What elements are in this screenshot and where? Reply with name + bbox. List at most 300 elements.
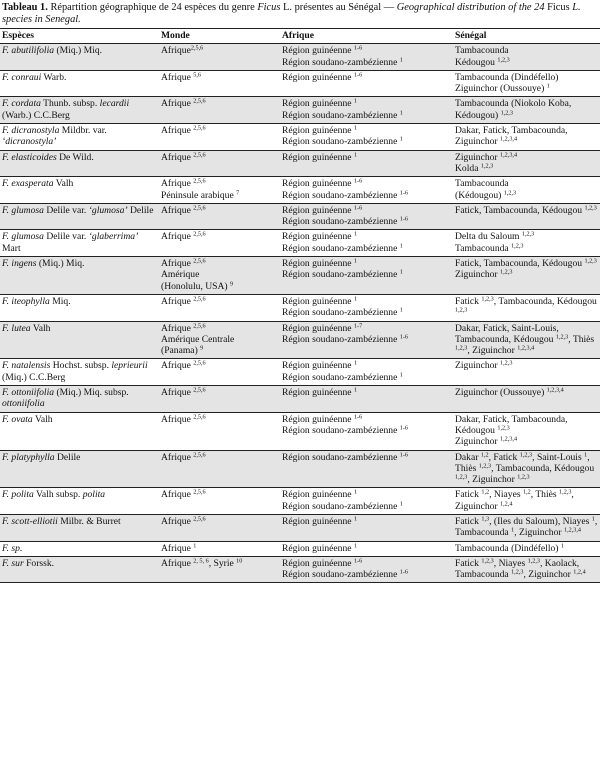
footnote-ref: 1,2,3,4 — [500, 435, 518, 443]
afrique-line — [282, 307, 451, 318]
italic-text: F. scott-elliotii — [2, 515, 58, 527]
text: , Tambacounda — [455, 515, 598, 539]
afrique-line — [282, 152, 451, 163]
distribution-table — [0, 28, 600, 583]
footnote-ref: 2,5,6 — [193, 515, 206, 523]
text: Région guinéenne — [282, 295, 354, 307]
text: Afrique — [161, 295, 194, 307]
footnote-ref: 1 — [353, 295, 358, 303]
footnote-ref: 1,2,3 — [497, 56, 510, 64]
cell-species — [0, 150, 159, 177]
footnote-ref: 1,2,3 — [480, 162, 494, 170]
text: Dakar — [455, 451, 481, 463]
table-row — [0, 177, 600, 204]
footnote-ref: 1,2,3 — [511, 568, 524, 576]
text: Delile — [54, 451, 81, 463]
footnote-ref: 2,5,6 — [193, 204, 206, 212]
cell-monde — [159, 488, 280, 515]
monde-line — [161, 72, 278, 83]
cell-senegal — [453, 412, 600, 450]
cell-senegal — [453, 257, 600, 295]
text: Fatick, Tambacounda, Kédougou — [455, 258, 585, 270]
cell-monde — [159, 386, 280, 413]
senegal-line — [455, 190, 598, 201]
footnote-ref: 1 — [353, 151, 358, 159]
footnote-ref: 1,2,3 — [555, 333, 569, 341]
senegal-line — [455, 489, 598, 512]
footnote-ref: 2,5,6 — [193, 98, 206, 106]
caption-en-post: L. species in Senegal. — [2, 2, 581, 26]
footnote-ref: 1,2,3,4 — [564, 526, 582, 534]
text: , Ziguinchor — [467, 474, 518, 486]
text: Région soudano-zambézienne — [282, 189, 400, 201]
text: , (Iles du Saloum), Niayes — [489, 515, 592, 527]
italic-text: leprieurii — [111, 360, 148, 372]
monde-line — [161, 269, 278, 280]
text: , Kaolack, Tambacounda — [455, 557, 580, 581]
text: Région soudano-zambézienne — [282, 242, 400, 254]
italic-text: F. ovata — [2, 413, 33, 425]
footnote-ref: 1,3 — [481, 515, 490, 523]
cell-senegal — [453, 44, 600, 71]
cell-afrique — [280, 44, 453, 71]
cell-species — [0, 556, 159, 583]
footnote-ref: 1 — [399, 135, 403, 143]
text: Afrique — [161, 451, 194, 463]
text: Tambacounda — [455, 45, 509, 57]
text: Afrique — [161, 98, 194, 110]
monde-line — [161, 178, 278, 189]
cell-senegal — [453, 150, 600, 177]
monde-line — [161, 152, 278, 163]
footnote-ref: 1 — [353, 98, 358, 106]
cell-senegal — [453, 203, 600, 230]
monde-line — [161, 334, 278, 345]
afrique-line — [282, 269, 451, 280]
cell-monde — [159, 230, 280, 257]
table-row — [0, 321, 600, 359]
senegal-line — [455, 178, 598, 189]
cell-monde — [159, 257, 280, 295]
senegal-line — [455, 296, 598, 319]
table-row — [0, 124, 600, 151]
cell-senegal — [453, 321, 600, 359]
cell-senegal — [453, 359, 600, 386]
footnote-ref: 1-6 — [353, 557, 363, 565]
text: Afrique — [161, 489, 194, 501]
italic-text: ‘glaberrima’ — [88, 231, 139, 243]
afrique-line — [282, 205, 451, 216]
footnote-ref: 2,5,6 — [193, 177, 206, 185]
text: Valh — [32, 413, 53, 425]
footnote-ref: 1,2,3 — [521, 231, 535, 239]
text: Afrique — [161, 322, 194, 334]
monde-line — [161, 558, 278, 569]
senegal-line — [455, 243, 598, 254]
cell-senegal — [453, 386, 600, 413]
monde-line — [161, 258, 278, 269]
senegal-line — [455, 72, 598, 83]
afrique-line — [282, 258, 451, 269]
monde-line — [161, 125, 278, 136]
text: Tambacounda — [455, 178, 509, 190]
footnote-ref: 1 — [399, 109, 403, 117]
footnote-ref: 1,2,3 — [527, 557, 540, 565]
text: (Miq.) Miq. — [54, 45, 103, 57]
text: Région guinéenne — [282, 413, 354, 425]
cell-monde — [159, 412, 280, 450]
footnote-ref: 7 — [236, 189, 240, 197]
text: Miq. — [49, 295, 71, 307]
text: Afrique — [161, 178, 194, 190]
table-row — [0, 488, 600, 515]
text: Ziguinchor (Oussouye) — [455, 83, 547, 95]
footnote-ref: 1 — [353, 515, 358, 523]
text: Delta du Saloum — [455, 231, 522, 243]
text: Région soudano-zambézienne — [282, 333, 400, 345]
cell-afrique — [280, 321, 453, 359]
text: , Thiès — [530, 489, 560, 501]
cell-senegal — [453, 230, 600, 257]
monde-line — [161, 516, 278, 527]
caption-fr-pre: Répartition géographique de 24 espèces du genre — [50, 2, 255, 13]
table-row — [0, 150, 600, 177]
footnote-ref: 1 — [353, 231, 358, 239]
table-row — [0, 44, 600, 71]
footnote-ref: 1 — [399, 500, 403, 508]
footnote-ref: 1,2,3 — [500, 360, 513, 368]
italic-text: ‘glumosa’ — [88, 204, 128, 216]
senegal-line — [455, 436, 598, 447]
footnote-ref: 2,5,6 — [193, 151, 206, 159]
footnote-ref: 1 — [511, 526, 515, 534]
italic-text: F. exasperata — [2, 178, 54, 190]
afrique-line — [282, 178, 451, 189]
text: Ziguinchor — [455, 151, 501, 163]
cell-species — [0, 177, 159, 204]
table-row — [0, 97, 600, 124]
cell-species — [0, 44, 159, 71]
italic-text: F. iteophylla — [2, 295, 50, 307]
afrique-line — [282, 569, 451, 580]
text: , Saint-Louis — [532, 451, 585, 463]
footnote-ref: 1,2,3 — [455, 344, 468, 352]
footnote-ref: 1,2,3 — [517, 473, 530, 481]
footnote-ref: 2,5,6 — [193, 386, 206, 394]
cell-species — [0, 321, 159, 359]
text: Région soudano-zambézienne — [282, 307, 400, 319]
afrique-line — [282, 45, 451, 56]
cell-senegal — [453, 97, 600, 124]
footnote-ref: 1-6 — [399, 333, 408, 341]
afrique-line — [282, 501, 451, 512]
afrique-line — [282, 425, 451, 436]
footnote-ref: 9 — [230, 280, 234, 288]
text: Ziguinchor — [455, 360, 501, 372]
caption-label: Tableau 1. — [2, 2, 48, 13]
afrique-line — [282, 372, 451, 383]
cell-afrique — [280, 556, 453, 583]
senegal-line — [455, 231, 598, 242]
table-row — [0, 556, 600, 583]
cell-afrique — [280, 359, 453, 386]
text: Région soudano-zambézienne — [282, 371, 400, 383]
footnote-ref: 1 — [353, 386, 358, 394]
text: Région soudano-zambézienne — [282, 500, 400, 512]
italic-text: F. ottoniifolia — [2, 387, 55, 399]
text: Delile — [127, 204, 154, 216]
italic-text: F. lutea — [2, 322, 31, 334]
cell-afrique — [280, 203, 453, 230]
text: Fatick — [455, 295, 482, 307]
text: , Syrie — [208, 557, 237, 569]
footnote-ref: 1 — [560, 542, 564, 550]
senegal-line — [455, 83, 598, 94]
footnote-ref: 1 — [399, 242, 403, 250]
monde-line — [161, 45, 278, 56]
text: Région guinéenne — [282, 231, 354, 243]
text: Région soudano-zambézienne — [282, 424, 400, 436]
italic-text: polita — [82, 489, 106, 501]
afrique-line — [282, 296, 451, 307]
italic-text: F. glumosa — [2, 204, 44, 216]
footnote-ref: 2,5,6 — [193, 413, 206, 421]
text: Dakar, Fatick, Tambacounda, Ziguinchor — [455, 125, 568, 148]
footnote-ref: 1 — [193, 542, 197, 550]
senegal-line — [455, 558, 598, 581]
text: (Kédougou) — [455, 189, 504, 201]
monde-line — [161, 205, 278, 216]
cell-species — [0, 488, 159, 515]
footnote-ref: 1 — [546, 82, 550, 90]
cell-monde — [159, 556, 280, 583]
italic-text: ottoniifolia — [2, 398, 45, 410]
footnote-ref: 1,2,4 — [500, 500, 513, 508]
cell-afrique — [280, 177, 453, 204]
footnote-ref: 1,2,3,4 — [500, 135, 518, 143]
cell-senegal — [453, 556, 600, 583]
text: , Ziguinchor — [455, 489, 574, 512]
table-row — [0, 203, 600, 230]
text: , Thiès — [455, 451, 590, 474]
footnote-ref: 1 — [399, 56, 403, 64]
afrique-line — [282, 489, 451, 500]
senegal-line — [455, 387, 598, 398]
footnote-ref: 1,2 — [522, 489, 531, 496]
text: Région guinéenne — [282, 45, 354, 57]
text: , Ziguinchor — [467, 345, 518, 357]
afrique-line — [282, 323, 451, 334]
footnote-ref: 1,2,4 — [573, 568, 586, 576]
italic-text: ‘dicranostyla’ — [2, 136, 57, 148]
text: Forssk. — [23, 557, 55, 569]
text: Valh — [53, 178, 74, 190]
cell-senegal — [453, 177, 600, 204]
footnote-ref: 1 — [353, 124, 358, 132]
monde-line — [161, 360, 278, 371]
text: Tambacounda — [455, 242, 512, 254]
italic-text: F. abutilifolia — [2, 45, 55, 57]
footnote-ref: 1-6 — [399, 189, 408, 197]
cell-species — [0, 450, 159, 488]
cell-monde — [159, 203, 280, 230]
text: , Tambacounda, Kédougou — [491, 462, 595, 474]
senegal-line — [455, 323, 598, 357]
senegal-line — [455, 57, 598, 68]
italic-text: F. glumosa — [2, 231, 44, 243]
cell-afrique — [280, 124, 453, 151]
cell-species — [0, 257, 159, 295]
italic-text: F. conraui — [2, 71, 42, 83]
text: Fatick — [455, 515, 482, 527]
text: Valh subsp. — [33, 489, 83, 501]
footnote-ref: 2, 5, 6 — [193, 557, 209, 565]
text: Afrique — [161, 258, 194, 270]
text: Dakar, Fatick, Tambacounda, Kédougou — [455, 413, 568, 436]
cell-afrique — [280, 294, 453, 321]
text: Région soudano-zambézienne — [282, 451, 400, 463]
caption-separator: — — [383, 2, 395, 13]
senegal-line — [455, 125, 598, 148]
footnote-ref: 1,2,3 — [584, 257, 597, 265]
cell-species — [0, 514, 159, 541]
italic-text: F. platyphylla — [2, 451, 55, 463]
italic-text: F. cordata — [2, 98, 41, 110]
text: Région guinéenne — [282, 98, 354, 110]
text: Région guinéenne — [282, 258, 354, 270]
text: (Miq.) C.C.Berg — [2, 371, 66, 383]
text: Région guinéenne — [282, 322, 354, 334]
text: Afrique — [161, 360, 194, 372]
footnote-ref: 1 — [591, 515, 595, 523]
senegal-line — [455, 45, 598, 56]
footnote-ref: 2,5,6 — [193, 295, 206, 303]
text: Région guinéenne — [282, 542, 354, 554]
text: Tambacounda (Dindéfello) — [455, 71, 559, 83]
cell-senegal — [453, 124, 600, 151]
text: Région soudano-zambézienne — [282, 109, 400, 121]
cell-senegal — [453, 514, 600, 541]
text: , Niayes — [493, 557, 528, 569]
footnote-ref: 1 — [584, 451, 588, 459]
footnote-ref: 1,2,3 — [511, 242, 524, 250]
monde-line — [161, 452, 278, 463]
monde-line — [161, 281, 278, 292]
cell-afrique — [280, 541, 453, 556]
monde-line — [161, 296, 278, 307]
text: Péninsule arabique — [161, 189, 237, 201]
cell-afrique — [280, 70, 453, 97]
afrique-line — [282, 125, 451, 136]
footnote-ref: 1,2,3 — [455, 473, 468, 481]
cell-afrique — [280, 412, 453, 450]
footnote-ref: 10 — [236, 557, 243, 565]
footnote-ref: 1,2,3 — [497, 424, 510, 432]
footnote-ref: 2,5,6 — [193, 489, 206, 496]
cell-monde — [159, 450, 280, 488]
table-caption — [0, 0, 600, 28]
col-header-monde: Monde — [159, 29, 280, 44]
monde-line — [161, 489, 278, 500]
text: Tambacounda (Niokolo Koba, Kédougou) — [455, 98, 572, 121]
text: Afrique — [161, 542, 194, 554]
text: Fatick — [455, 489, 482, 501]
cell-monde — [159, 514, 280, 541]
afrique-line — [282, 414, 451, 425]
cell-monde — [159, 294, 280, 321]
text: Warb. — [41, 71, 67, 83]
cell-species — [0, 97, 159, 124]
footnote-ref: 1-7 — [353, 322, 363, 330]
text: Tambacounda (Dindéfello) — [455, 542, 561, 554]
afrique-line — [282, 387, 451, 398]
text: Afrique — [161, 71, 194, 83]
text: Kédougou — [455, 56, 498, 68]
text: Afrique — [161, 413, 194, 425]
cell-monde — [159, 124, 280, 151]
table-body — [0, 44, 600, 583]
text: (Honolulu, USA) — [161, 280, 231, 292]
text: Afrique — [161, 125, 194, 137]
text: Dakar, Fatick, Saint-Louis, Tambacounda, Kédougou — [455, 322, 559, 345]
cell-afrique — [280, 450, 453, 488]
monde-line — [161, 414, 278, 425]
footnote-ref: 1 — [399, 306, 403, 314]
text: Région soudano-zambézienne — [282, 136, 400, 148]
text: (Miq.) Miq. — [36, 258, 85, 270]
afrique-line — [282, 190, 451, 201]
table-row — [0, 359, 600, 386]
cell-monde — [159, 150, 280, 177]
footnote-ref: 1-6 — [399, 451, 408, 459]
text: (Miq.) Miq. subsp. — [54, 387, 129, 399]
senegal-line — [455, 516, 598, 539]
afrique-line — [282, 216, 451, 227]
text: Kolda — [455, 162, 481, 174]
footnote-ref: 1 — [353, 542, 358, 550]
senegal-line — [455, 163, 598, 174]
italic-text: lecardii — [99, 98, 130, 110]
footnote-ref: 1,2,3 — [519, 451, 533, 459]
text: Région soudano-zambézienne — [282, 56, 400, 68]
monde-line — [161, 387, 278, 398]
table-header-row — [0, 29, 600, 44]
cell-senegal — [453, 450, 600, 488]
afrique-line — [282, 231, 451, 242]
text: Afrique — [161, 45, 191, 57]
footnote-ref: 2,5,6 — [193, 231, 206, 239]
senegal-line — [455, 269, 598, 280]
italic-text: F. polita — [2, 489, 34, 501]
text: Région guinéenne — [282, 387, 354, 399]
text: Ziguinchor — [455, 436, 501, 448]
footnote-ref: 1,2,3 — [500, 268, 513, 276]
footnote-ref: 2,5,6 — [190, 44, 204, 52]
cell-afrique — [280, 257, 453, 295]
cell-species — [0, 124, 159, 151]
text: Mart — [2, 242, 21, 254]
footnote-ref: 2,5,6 — [193, 451, 206, 459]
text: Ziguinchor (Oussouye) — [455, 387, 547, 399]
cell-species — [0, 359, 159, 386]
text: Région guinéenne — [282, 125, 354, 137]
text: Région guinéenne — [282, 178, 354, 190]
text: Région guinéenne — [282, 489, 354, 501]
text: Région guinéenne — [282, 360, 354, 372]
cell-monde — [159, 70, 280, 97]
afrique-line — [282, 334, 451, 345]
monde-line — [161, 543, 278, 554]
